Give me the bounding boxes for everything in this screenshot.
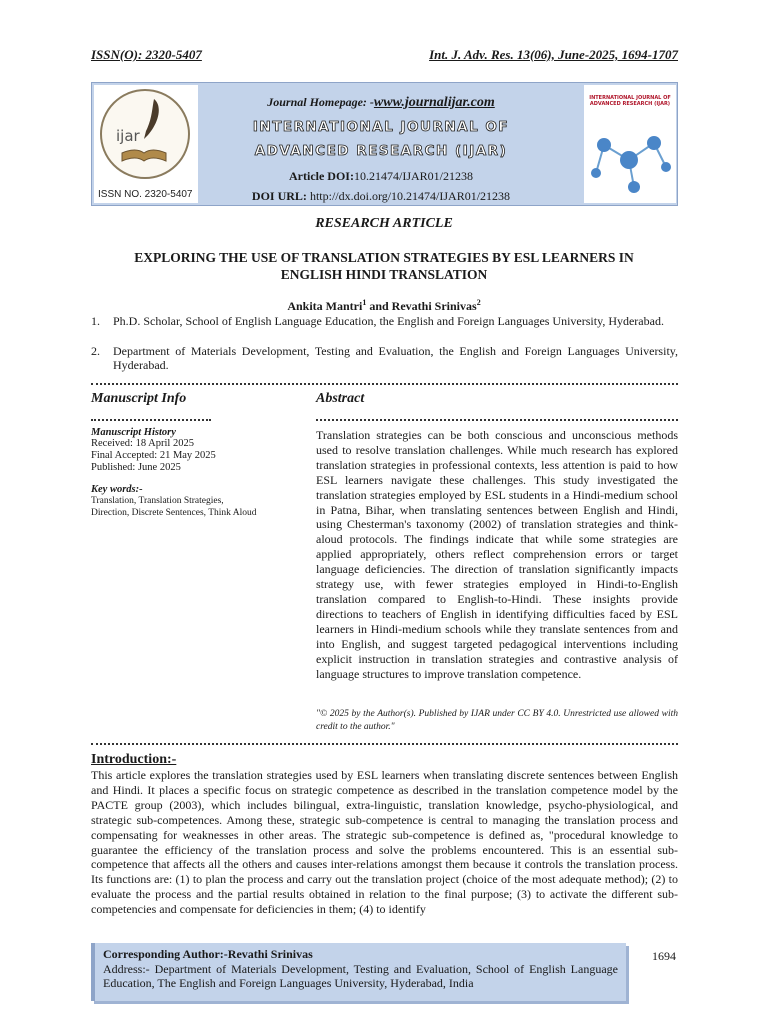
journal-name-line1: INTERNATIONAL JOURNAL OF: [252, 119, 510, 135]
article-doi: [202, 169, 560, 183]
divider-manuscript: [91, 419, 211, 421]
journal-cover-image: [584, 85, 676, 203]
history-label: Manuscript History: [91, 427, 176, 438]
page-number: 1694: [652, 949, 676, 963]
manuscript-info-heading: Manuscript Info: [91, 391, 187, 406]
author-conjunction: and: [366, 299, 392, 313]
introduction-heading: Introduction:-: [91, 752, 177, 767]
author-1: Ankita Mantri: [287, 299, 363, 313]
author-2-sup: 2: [476, 298, 481, 307]
corresponding-author-box: [91, 943, 626, 1001]
corresponding-author: Corresponding Author:-Revathi Srinivas: [103, 947, 313, 961]
divider-bottom: [91, 743, 678, 745]
corresponding-address: Address:- Department of Materials Development, Testing and Evaluation, School of English Language Education, The English and Foreign Languages University, Hyderabad, India: [103, 962, 618, 990]
issn-header: ISSN(O): 2320-5407: [91, 47, 202, 62]
divider-top: [91, 383, 678, 385]
molecule-icon: [584, 115, 676, 203]
author-list: [0, 298, 768, 314]
journal-name-line2: ADVANCED RESEARCH (IJAR): [254, 143, 508, 159]
affiliation-number: 2.: [91, 344, 100, 358]
banner-center: [202, 89, 560, 203]
quill-book-icon: [102, 91, 188, 177]
journal-logo: [94, 85, 198, 203]
introduction-body: This article explores the translation strategies used by ESL learners when translating discrete sentences between English and Hindi. It places a specific focus on strategic competence as described in the translation competence model by the PACTE group (2003), which includes bilingual, extra-linguistic, translation knowledge, psycho-physiological, and strategic sub-competences. Among these, strategic sub-competence is central to managing the translation process and compensating for weaknesses in other areas. The strategic sub-competence is defined as, "procedural knowledge to guarantee the efficiency of the translation process and solve the problems encountered. This is an essential sub-competence that affects all the others and causes inter-relations amongst them because it controls the translation process. Its functions are: (1) to plan the process and carry out the translation project (choice of the most adequate method); (2) to evaluate the process and the partial results obtained in relation to the final purpose; (3) to activate the different sub-competencies and compensate for deficiencies in them; (4) to identify: [91, 768, 678, 917]
logo-emblem: [100, 89, 190, 179]
logo-text: ijar: [116, 127, 140, 145]
cover-title: INTERNATIONAL JOURNAL OF ADVANCED RESEARCH (IJAR): [589, 95, 671, 107]
issn-number: ISSN NO. 2320-5407: [98, 189, 193, 200]
keywords-label: Key words:-: [91, 484, 143, 495]
doi-url: [202, 189, 560, 203]
manuscript-history: [91, 427, 261, 519]
accepted-date: Final Accepted: 21 May 2025: [91, 450, 216, 461]
abstract-heading: Abstract: [316, 391, 365, 406]
article-title: [0, 249, 768, 283]
keywords-list: Translation, Translation Strategies, Direction, Discrete Sentences, Think Aloud: [91, 496, 257, 518]
affiliation-1: [91, 314, 678, 328]
article-type: RESEARCH ARTICLE: [315, 216, 453, 231]
homepage-link[interactable]: www.journalijar.com: [373, 95, 495, 110]
doi-value: 10.21474/IJAR01/21238: [353, 169, 473, 183]
divider-abstract: [316, 419, 678, 421]
title-line1: EXPLORING THE USE OF TRANSLATION STRATEGIES BY ESL LEARNERS IN: [134, 250, 634, 265]
doi-url-label: DOI URL:: [251, 189, 307, 203]
abstract-body: Translation strategies can be both conscious and unconscious methods used to resolve translation challenges. While much research has explored translation strategies in professional contexts, less attention is paid to how ESL learners navigate these challenges. This study investigated the translation strategies employed by ESL students in a Hindi-medium school in Patna, Bihar, when translating sentences between English and Hindi, using Chesterman's taxonomy (2002) of translation strategies and think-aloud protocols. The findings indicate that while some strategies are applied appropriately, others reflect comprehension errors or target language deficiencies. The direction of translation significantly impacts strategy use, with fewer strategies employed in Hindi-to-English translation compared to English-to-Hindi. These insights provide directions to teachers of English in identifying difficulties faced by ESL learners in Hindi-medium schools while they translate sentences from and into English, and suggest targeted pedagogical interventions including explicit instruction in translation strategies and contrastive analysis of language structures to improve translation competence.: [316, 428, 678, 681]
journal-banner: [91, 82, 678, 206]
affiliation-text: Department of Materials Development, Testing and Evaluation, the English and Foreign Languages University, Hyderabad.: [113, 344, 678, 372]
running-header: [91, 47, 678, 63]
journal-name: [202, 115, 560, 163]
affiliation-2: [91, 344, 678, 372]
doi-label: Article DOI:: [289, 169, 354, 183]
author-1-sup: 1: [362, 298, 367, 307]
journal-homepage: [202, 95, 560, 111]
doi-url-value[interactable]: http://dx.doi.org/10.21474/IJAR01/21238: [309, 189, 511, 203]
affiliation-number: 1.: [91, 314, 100, 328]
homepage-label: Journal Homepage: -: [267, 95, 374, 109]
copyright-notice: "© 2025 by the Author(s). Published by IJAR under CC BY 4.0. Unrestricted use allowed with credit to the author.": [316, 709, 678, 732]
published-date: Published: June 2025: [91, 462, 181, 473]
affiliation-text: Ph.D. Scholar, School of English Language Education, the English and Foreign Languages University, Hyderabad.: [113, 314, 664, 328]
author-2: Revathi Srinivas: [391, 299, 477, 313]
title-line2: ENGLISH HINDI TRANSLATION: [280, 267, 488, 282]
received-date: Received: 18 April 2025: [91, 438, 194, 449]
citation-header: Int. J. Adv. Res. 13(06), June-2025, 1694-1707: [429, 47, 678, 62]
